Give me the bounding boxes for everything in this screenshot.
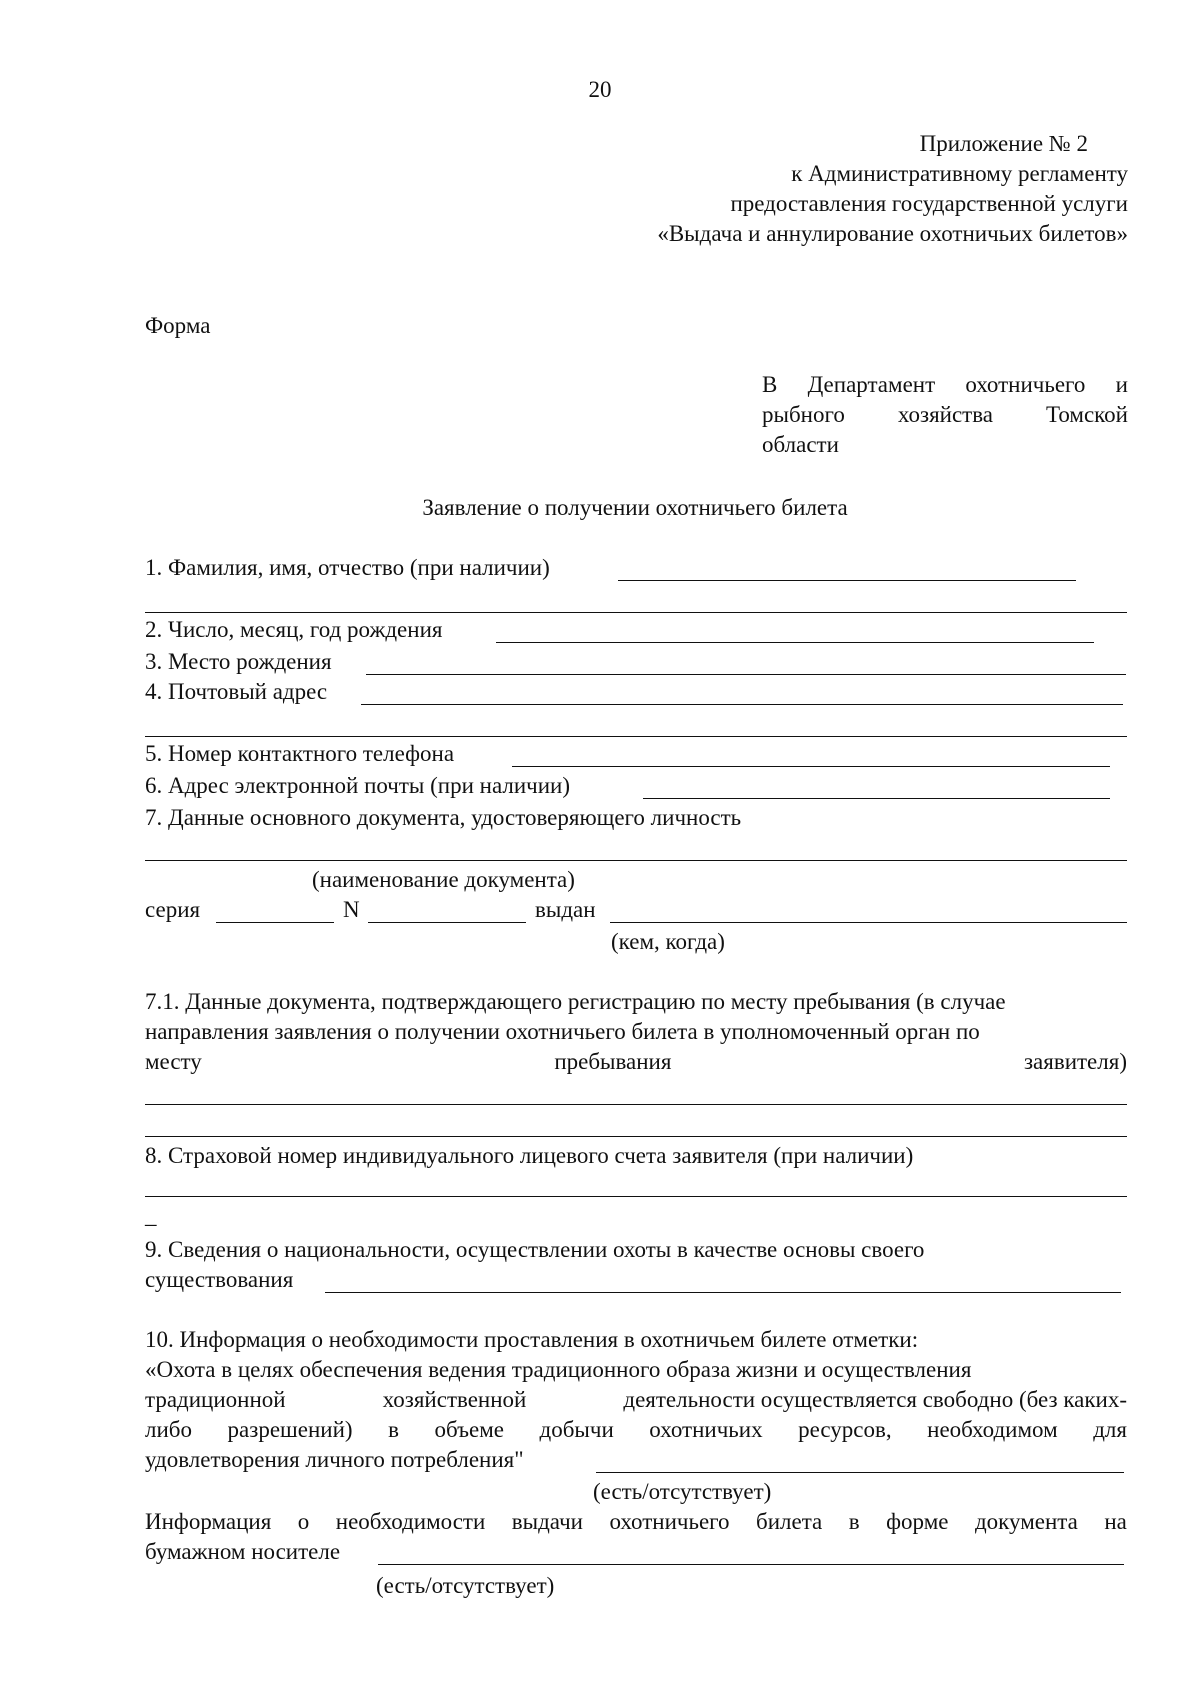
- field-5-label: 5. Номер контактного телефона: [145, 741, 455, 766]
- field-7-1-answer-line-2[interactable]: [145, 1136, 1127, 1137]
- field-10-line-1: 10. Информация о необходимости проставления в охотничьем билете отметки:: [145, 1327, 919, 1352]
- field-5-line[interactable]: [512, 766, 1110, 767]
- field-7-1-line-1: 7.1. Данные документа, подтверждающего регистрацию по месту пребывания (в случае: [145, 989, 1006, 1014]
- field-9-line-1: 9. Сведения о национальности, осуществлении охоты в качестве основы своего: [145, 1237, 925, 1262]
- field-6-label: 6. Адрес электронной почты (при наличии): [145, 773, 570, 798]
- paper-line-1: Информация о необходимости выдачи охотничьего билета в форме документа на: [145, 1509, 1127, 1534]
- field-10-hint: (есть/отсутствует): [593, 1479, 772, 1504]
- field-10-line-5: удовлетворения личного потребления": [145, 1447, 524, 1472]
- appendix-line-4: «Выдача и аннулирование охотничьих билетов»: [657, 221, 1128, 246]
- field-1-line-2[interactable]: [145, 612, 1127, 613]
- field-1-line[interactable]: [618, 580, 1076, 581]
- field-8-answer-line[interactable]: [145, 1196, 1127, 1197]
- form-label: Форма: [145, 313, 211, 338]
- document-title: Заявление о получении охотничьего билета: [422, 495, 848, 520]
- field-7-issued-label: выдан: [535, 897, 596, 922]
- field-3-line[interactable]: [366, 674, 1126, 675]
- page-number: 20: [588, 77, 612, 102]
- field-7-1-line-3: месту пребывания заявителя): [145, 1049, 1127, 1074]
- field-3-label: 3. Место рождения: [145, 649, 332, 674]
- field-7-1-answer-line-1[interactable]: [145, 1104, 1127, 1105]
- field-7-number-label: N: [343, 897, 360, 922]
- field-8-dash: _: [145, 1203, 157, 1228]
- addressee-line-2: рыбного хозяйства Томской: [762, 402, 1128, 427]
- field-10-line-3: традиционной хозяйственной деятельности осуществляется свободно (без каких-: [145, 1387, 1127, 1412]
- appendix-line-2: к Административному регламенту: [791, 161, 1128, 186]
- field-7-doc-hint: (наименование документа): [312, 867, 575, 892]
- addressee-line-3: области: [762, 432, 839, 457]
- field-7-number-line[interactable]: [368, 922, 526, 923]
- field-7-series-label: серия: [145, 897, 201, 922]
- field-10-answer-line[interactable]: [596, 1472, 1124, 1473]
- field-1-label: 1. Фамилия, имя, отчество (при наличии): [145, 555, 550, 580]
- paper-line-2: бумажном носителе: [145, 1539, 341, 1564]
- addressee-line-1: В Департамент охотничьего и: [762, 372, 1128, 397]
- field-10-line-4: либо разрешений) в объеме добычи охотничьих ресурсов, необходимом для: [145, 1417, 1127, 1442]
- field-7-label: 7. Данные основного документа, удостоверяющего личность: [145, 805, 742, 830]
- field-4-line-2[interactable]: [145, 736, 1127, 737]
- field-6-line[interactable]: [643, 798, 1110, 799]
- field-7-issued-line[interactable]: [610, 922, 1127, 923]
- appendix-line-1: Приложение № 2: [919, 131, 1088, 156]
- field-9-line-2: существования: [145, 1267, 294, 1292]
- field-7-series-line[interactable]: [216, 922, 334, 923]
- field-2-label: 2. Число, месяц, год рождения: [145, 617, 443, 642]
- field-7-issued-hint: (кем, когда): [611, 929, 725, 954]
- field-9-answer-line[interactable]: [325, 1292, 1121, 1293]
- field-7-1-line-2: направления заявления о получении охотничьего билета в уполномоченный орган по: [145, 1019, 980, 1044]
- appendix-line-3: предоставления государственной услуги: [730, 191, 1128, 216]
- paper-answer-line[interactable]: [378, 1564, 1124, 1565]
- field-2-line[interactable]: [496, 642, 1094, 643]
- field-10-line-2: «Охота в целях обеспечения ведения традиционного образа жизни и осуществления: [145, 1357, 972, 1382]
- field-4-label: 4. Почтовый адрес: [145, 679, 328, 704]
- field-8-label: 8. Страховой номер индивидуального лицевого счета заявителя (при наличии): [145, 1143, 914, 1168]
- addressee-block: [762, 370, 1128, 460]
- field-4-line[interactable]: [361, 704, 1123, 705]
- paper-hint: (есть/отсутствует): [376, 1573, 555, 1598]
- field-7-doc-line[interactable]: [145, 860, 1127, 861]
